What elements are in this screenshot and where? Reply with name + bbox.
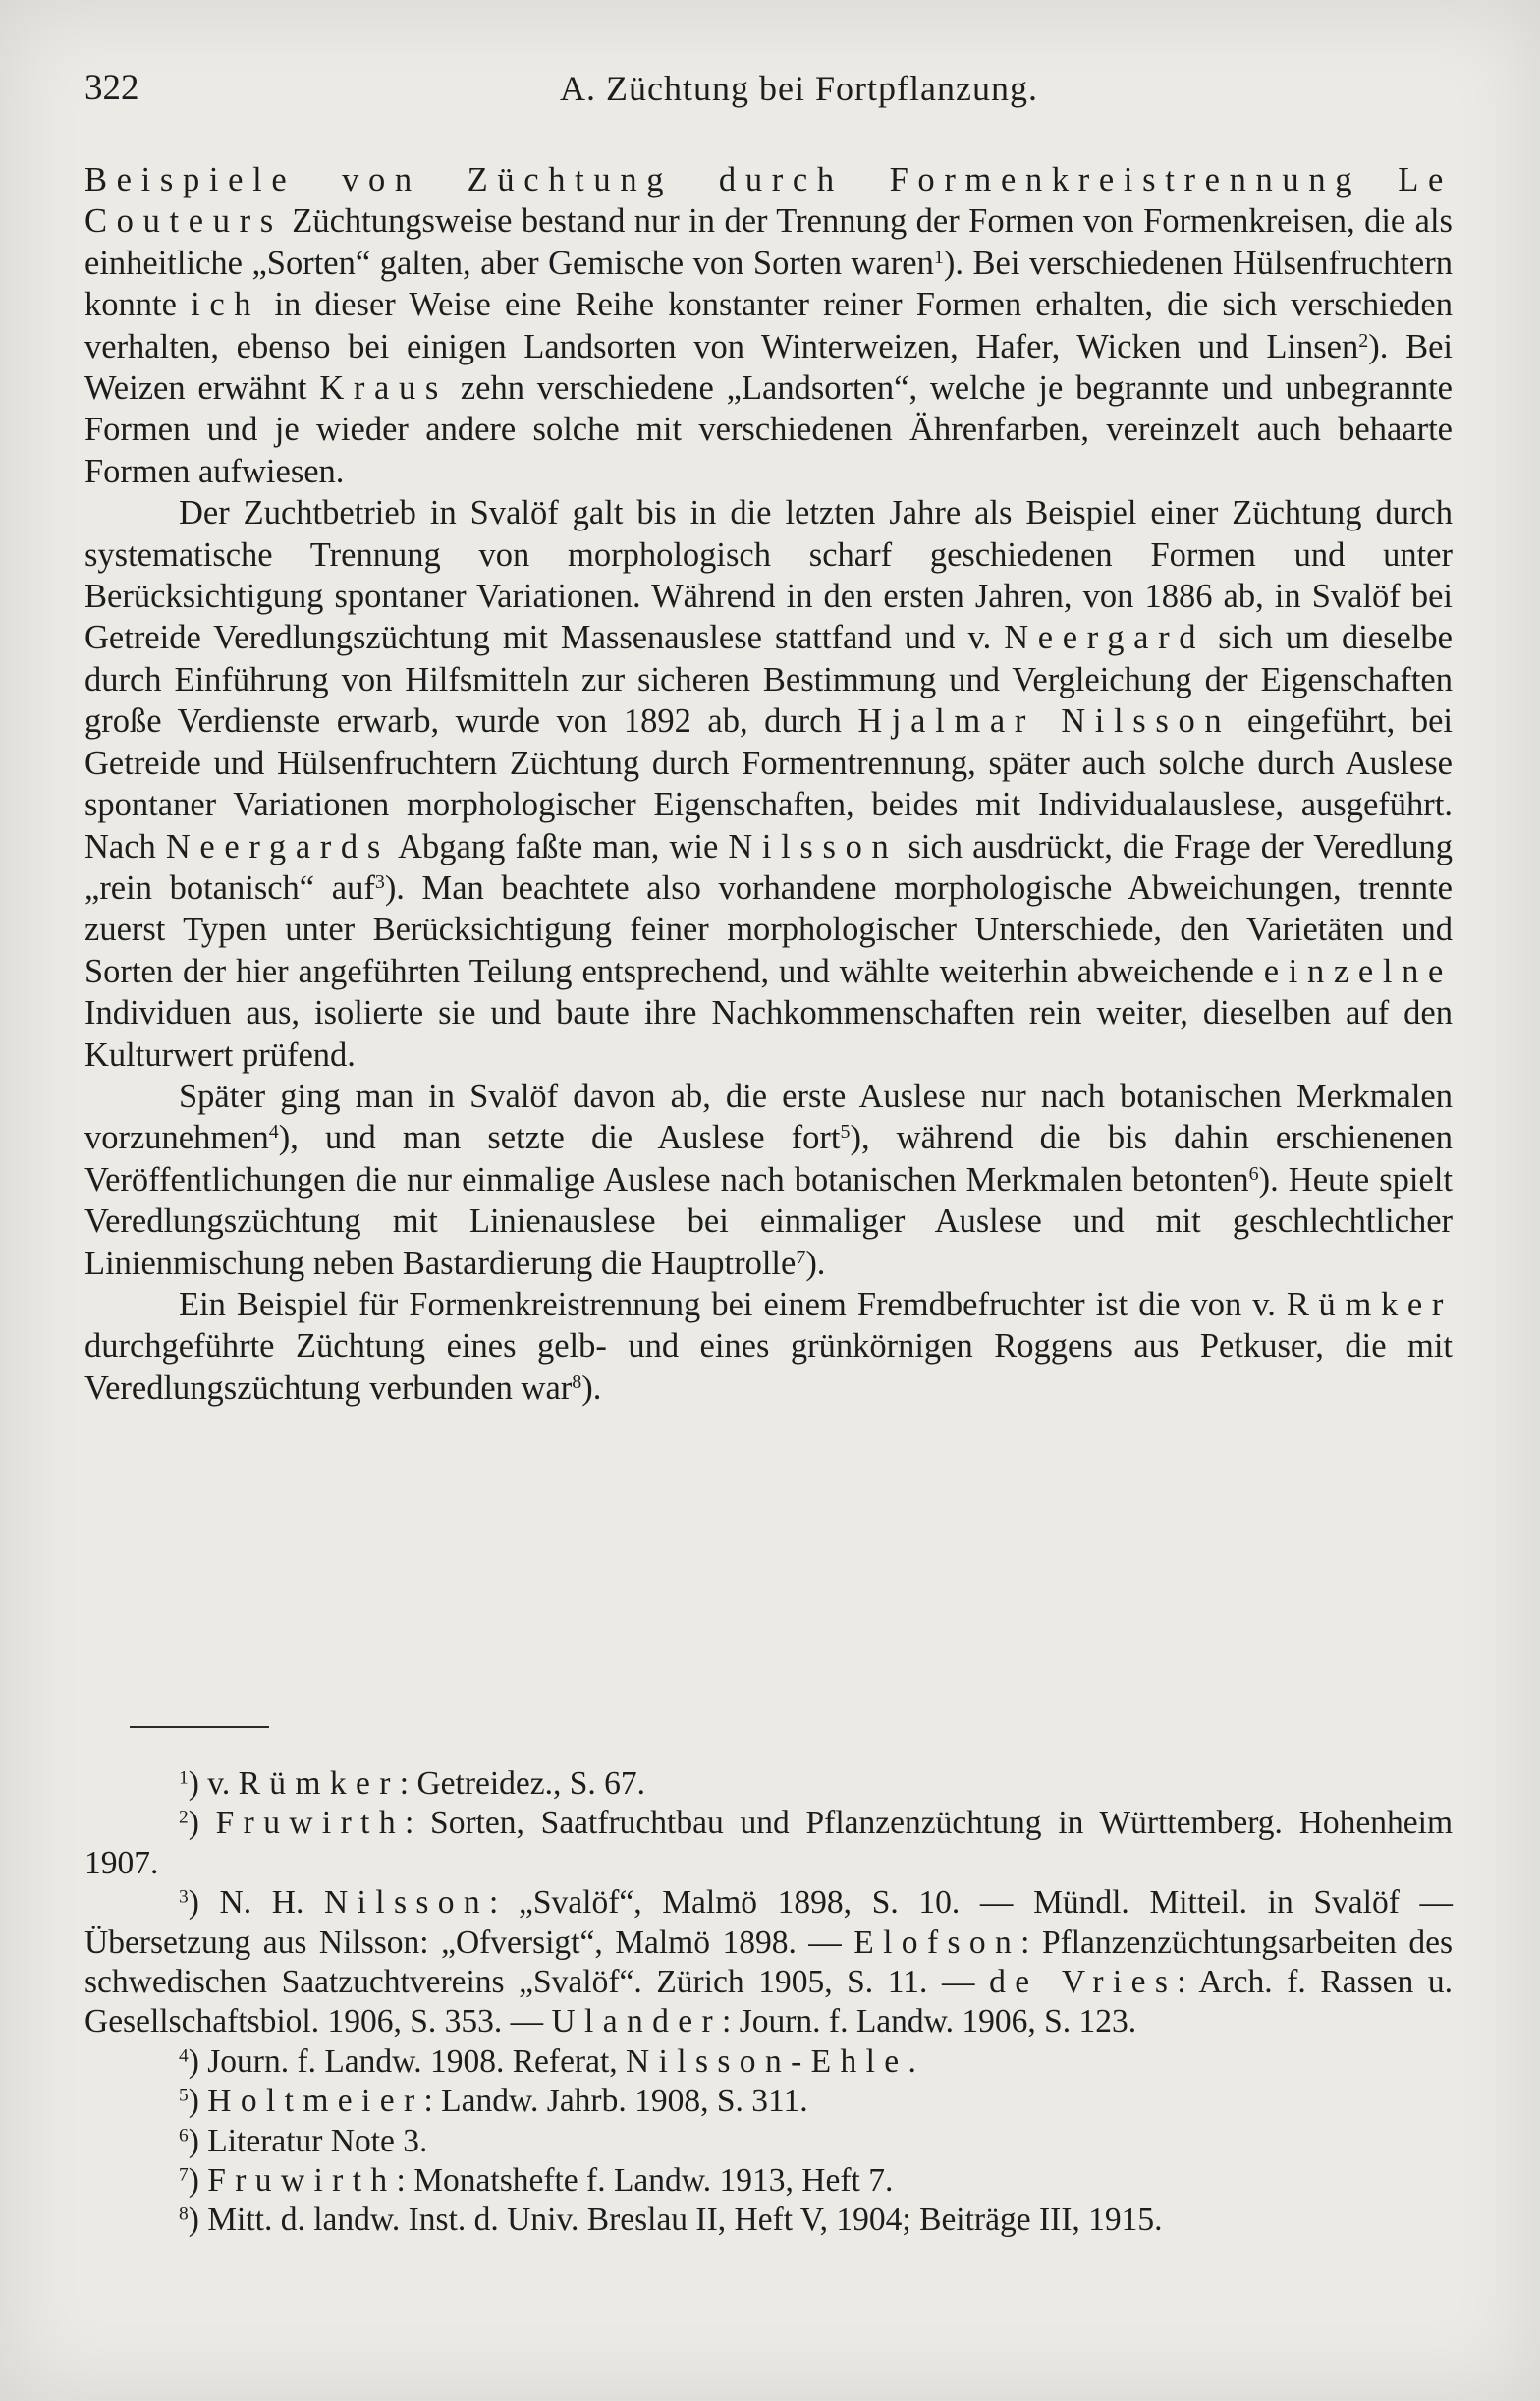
- paragraph: [84, 159, 1453, 492]
- spaced-name: Hjalmar Nilsson: [857, 702, 1232, 741]
- text-run: : Pflanzenzüchtungsarbeiten des schwedischen Saatzuchtvereins „Svalöf“. Zürich 1905, S. 11. —: [84, 1924, 1453, 2001]
- footnotes: [84, 1764, 1453, 2241]
- spaced-name: Rümker: [238, 1765, 400, 1802]
- footnote-marker: 7: [796, 1246, 806, 1268]
- running-title: A. Züchtung bei Fortpflanzung.: [560, 69, 1038, 108]
- spaced-name: Rümker: [1286, 1285, 1453, 1323]
- text-run: Ein Beispiel für Formenkreistrennung bei einem Fremdbefruchter ist die von v.: [179, 1285, 1287, 1323]
- spaced-name: ich: [191, 286, 261, 324]
- text-run: zehn verschiedene „Landsorten“, welche je begrannte und unbegrannte Formen und je wieder andere solche mit verschiedenen Ährenfarben, vereinzelt auch behaarte Formen aufwiesen.: [84, 369, 1453, 490]
- paragraph: [84, 1076, 1453, 1284]
- footnote-marker: 4: [179, 2045, 189, 2067]
- footnote-marker: 3: [179, 1886, 189, 1908]
- spaced-name: Nilsson: [728, 827, 899, 865]
- text-run: : Getreidez., S. 67.: [399, 1765, 646, 1802]
- text-run: ) Mitt. d. landw. Inst. d. Univ. Breslau II, Heft V, 1904; Beiträge III, 1915.: [188, 2202, 1163, 2239]
- text-run: Abgang faßte man, wie: [389, 827, 729, 865]
- spaced-name: Nilsson-Ehle: [626, 2042, 908, 2080]
- spaced-name: Le Couteurs: [84, 161, 1454, 241]
- text-run: ), und man setzte die Auslese fort: [278, 1119, 841, 1157]
- footnote: [84, 1804, 1453, 1883]
- text-run: .: [908, 2042, 916, 2080]
- text-run: [1361, 161, 1398, 198]
- spaced-name: Fruwirth: [207, 2162, 397, 2200]
- text-run: : „Svalöf“, Malmö 1898, S. 10. — Mündl. Mitteil. in Svalöf — Übersetzung aus Nilsson: „Ofversigt“, Malmö 1898. —: [84, 1884, 1454, 1961]
- footnote: [84, 2161, 1453, 2201]
- text-run: Züchtungsweise bestand nur in der Trennung der Formen von Formenkreisen, die als einheitliche „Sorten“ galten, aber Gemische von Sorten waren: [84, 202, 1453, 282]
- text-run: ) v.: [188, 1765, 239, 1802]
- spaced-name: Holtmeier: [207, 2083, 424, 2120]
- spaced-name: Beispiele von Züchtung durch Formenkreistrennung: [84, 161, 1362, 198]
- text-run: ). Bei Weizen erwähnt: [84, 327, 1453, 408]
- text-run: ).: [805, 1244, 826, 1282]
- text-run: sich ausdrückt, die Frage der Veredlung „rein botanisch“ auf: [84, 827, 1454, 907]
- text-run: Später ging man in Svalöf davon ab, die erste Auslese nur nach botanischen Merkmalen vorzunehmen: [84, 1077, 1453, 1157]
- footnote-marker: 5: [179, 2085, 189, 2106]
- footnote-marker: 6: [179, 2124, 189, 2146]
- text-run: ) N. H.: [188, 1884, 324, 1922]
- footnote-marker: 1: [933, 246, 944, 268]
- text-run: ). Heute spielt Veredlungszüchtung mit Linienauslese bei einmaliger Auslese und mit geschlechtlicher Linienmischung neben Bastardierung die Hauptrolle: [84, 1160, 1453, 1282]
- text-run: ).: [581, 1368, 602, 1407]
- text-run: sich um dieselbe durch Einführung von Hilfsmitteln zur sicheren Bestimmung und Vergleichung der Eigenschaften große Verdienste erwarb, wurde von 1892 ab, durch: [84, 619, 1453, 741]
- spaced-name: Elofson: [853, 1924, 1021, 1961]
- spaced-name: Fruwirth: [215, 1805, 405, 1842]
- footnote-marker: 6: [1248, 1162, 1259, 1185]
- page-number: 322: [84, 68, 139, 108]
- text-run: ), während die bis dahin erschienenen Veröffentlichungen die nur einmalige Auslese nach botanischen Merkmalen betonten: [84, 1119, 1453, 1199]
- footnote-marker: 5: [840, 1121, 851, 1144]
- spaced-name: de Vries: [989, 1964, 1178, 2001]
- footnote-marker: 2: [179, 1807, 189, 1828]
- text-run: : Sorten, Saatfruchtbau und Pflanzenzüchtung in Württemberg. Hohenheim 1907.: [84, 1805, 1453, 1881]
- spaced-name: einzelne: [1263, 952, 1453, 990]
- text-run: ) Literatur Note 3.: [188, 2122, 428, 2159]
- spaced-name: Ulander: [551, 2003, 723, 2040]
- running-head: [84, 63, 1455, 114]
- footnote-divider: [130, 1726, 269, 1728]
- footnote-marker: 4: [268, 1121, 279, 1144]
- text-run: : Arch. f. Rassen u. Gesellschaftsbiol. 1906, S. 353. —: [84, 1964, 1453, 2040]
- text-run: ). Bei verschiedenen Hülsenfruchtern konnte: [84, 244, 1453, 324]
- footnote: [84, 2201, 1453, 2240]
- footnote-marker: 8: [179, 2204, 189, 2225]
- footnote: [84, 2082, 1453, 2121]
- text-run: ): [188, 2162, 208, 2200]
- footnote: [84, 2122, 1453, 2161]
- footnote-marker: 2: [1358, 329, 1369, 352]
- footnote: [84, 1883, 1453, 2042]
- body-text: [84, 159, 1453, 1409]
- footnote-marker: 1: [179, 1767, 189, 1789]
- text-run: durchgeführte Züchtung eines gelb- und eines grünkörnigen Roggens aus Petkuser, die mit Veredlungszüchtung verbunden war: [84, 1327, 1453, 1407]
- spaced-name: Kraus: [319, 369, 449, 408]
- text-run: ): [188, 1805, 216, 1842]
- spaced-name: Neergard: [1004, 619, 1206, 657]
- text-run: Individuen aus, isolierte sie und baute ihre Nachkommenschaften rein weiter, dieselben auf den Kulturwert prüfend.: [84, 994, 1453, 1074]
- footnote-marker: 8: [572, 1370, 582, 1393]
- footnote-marker: 7: [179, 2164, 189, 2186]
- footnote: [84, 1764, 1453, 1804]
- spaced-name: Nilsson: [324, 1884, 490, 1922]
- paragraph: [84, 1284, 1453, 1409]
- footnote-marker: 3: [374, 870, 385, 893]
- paragraph: [84, 492, 1453, 1076]
- text-run: Der Zuchtbetrieb in Svalöf galt bis in die letzten Jahre als Beispiel einer Züchtung durch systematische Trennung von morphologisch scharf geschiedenen Formen und unter Berücksichtigung spontaner Variationen. Während in den ersten Jahren, von 1886 ab, in Svalöf bei Getreide Veredlungszüchtung mit Massenauslese stattfand und v.: [84, 494, 1453, 657]
- footnote: [84, 2042, 1453, 2082]
- text-run: eingeführt, bei Getreide und Hülsenfruchtern Züchtung durch Formentrennung, später auch solche durch Auslese spontaner Variationen morphologischer Eigenschaften, beides mit Individualauslese, ausgeführt. Nach: [84, 702, 1453, 865]
- text-run: : Journ. f. Landw. 1906, S. 123.: [722, 2003, 1137, 2040]
- text-run: ): [188, 2083, 208, 2120]
- text-run: in dieser Weise eine Reihe konstanter reiner Formen erhalten, die sich verschieden verhalten, ebenso bei einigen Landsorten von Winterweizen, Hafer, Wicken und Linsen: [84, 286, 1453, 365]
- text-run: ) Journ. f. Landw. 1908. Referat,: [188, 2042, 627, 2080]
- text-run: : Landw. Jahrb. 1908, S. 311.: [423, 2083, 808, 2120]
- spaced-name: Neergards: [165, 827, 390, 865]
- text-run: ). Man beachtete also vorhandene morphologische Abweichungen, trennte zuerst Typen unter Berücksichtigung feiner morphologischer Unterschiede, den Varietäten und Sorten der hier angeführten Teilung entsprechend, und wählte weiterhin abweichende: [84, 868, 1453, 990]
- text-run: : Monatshefte f. Landw. 1913, Heft 7.: [396, 2162, 894, 2200]
